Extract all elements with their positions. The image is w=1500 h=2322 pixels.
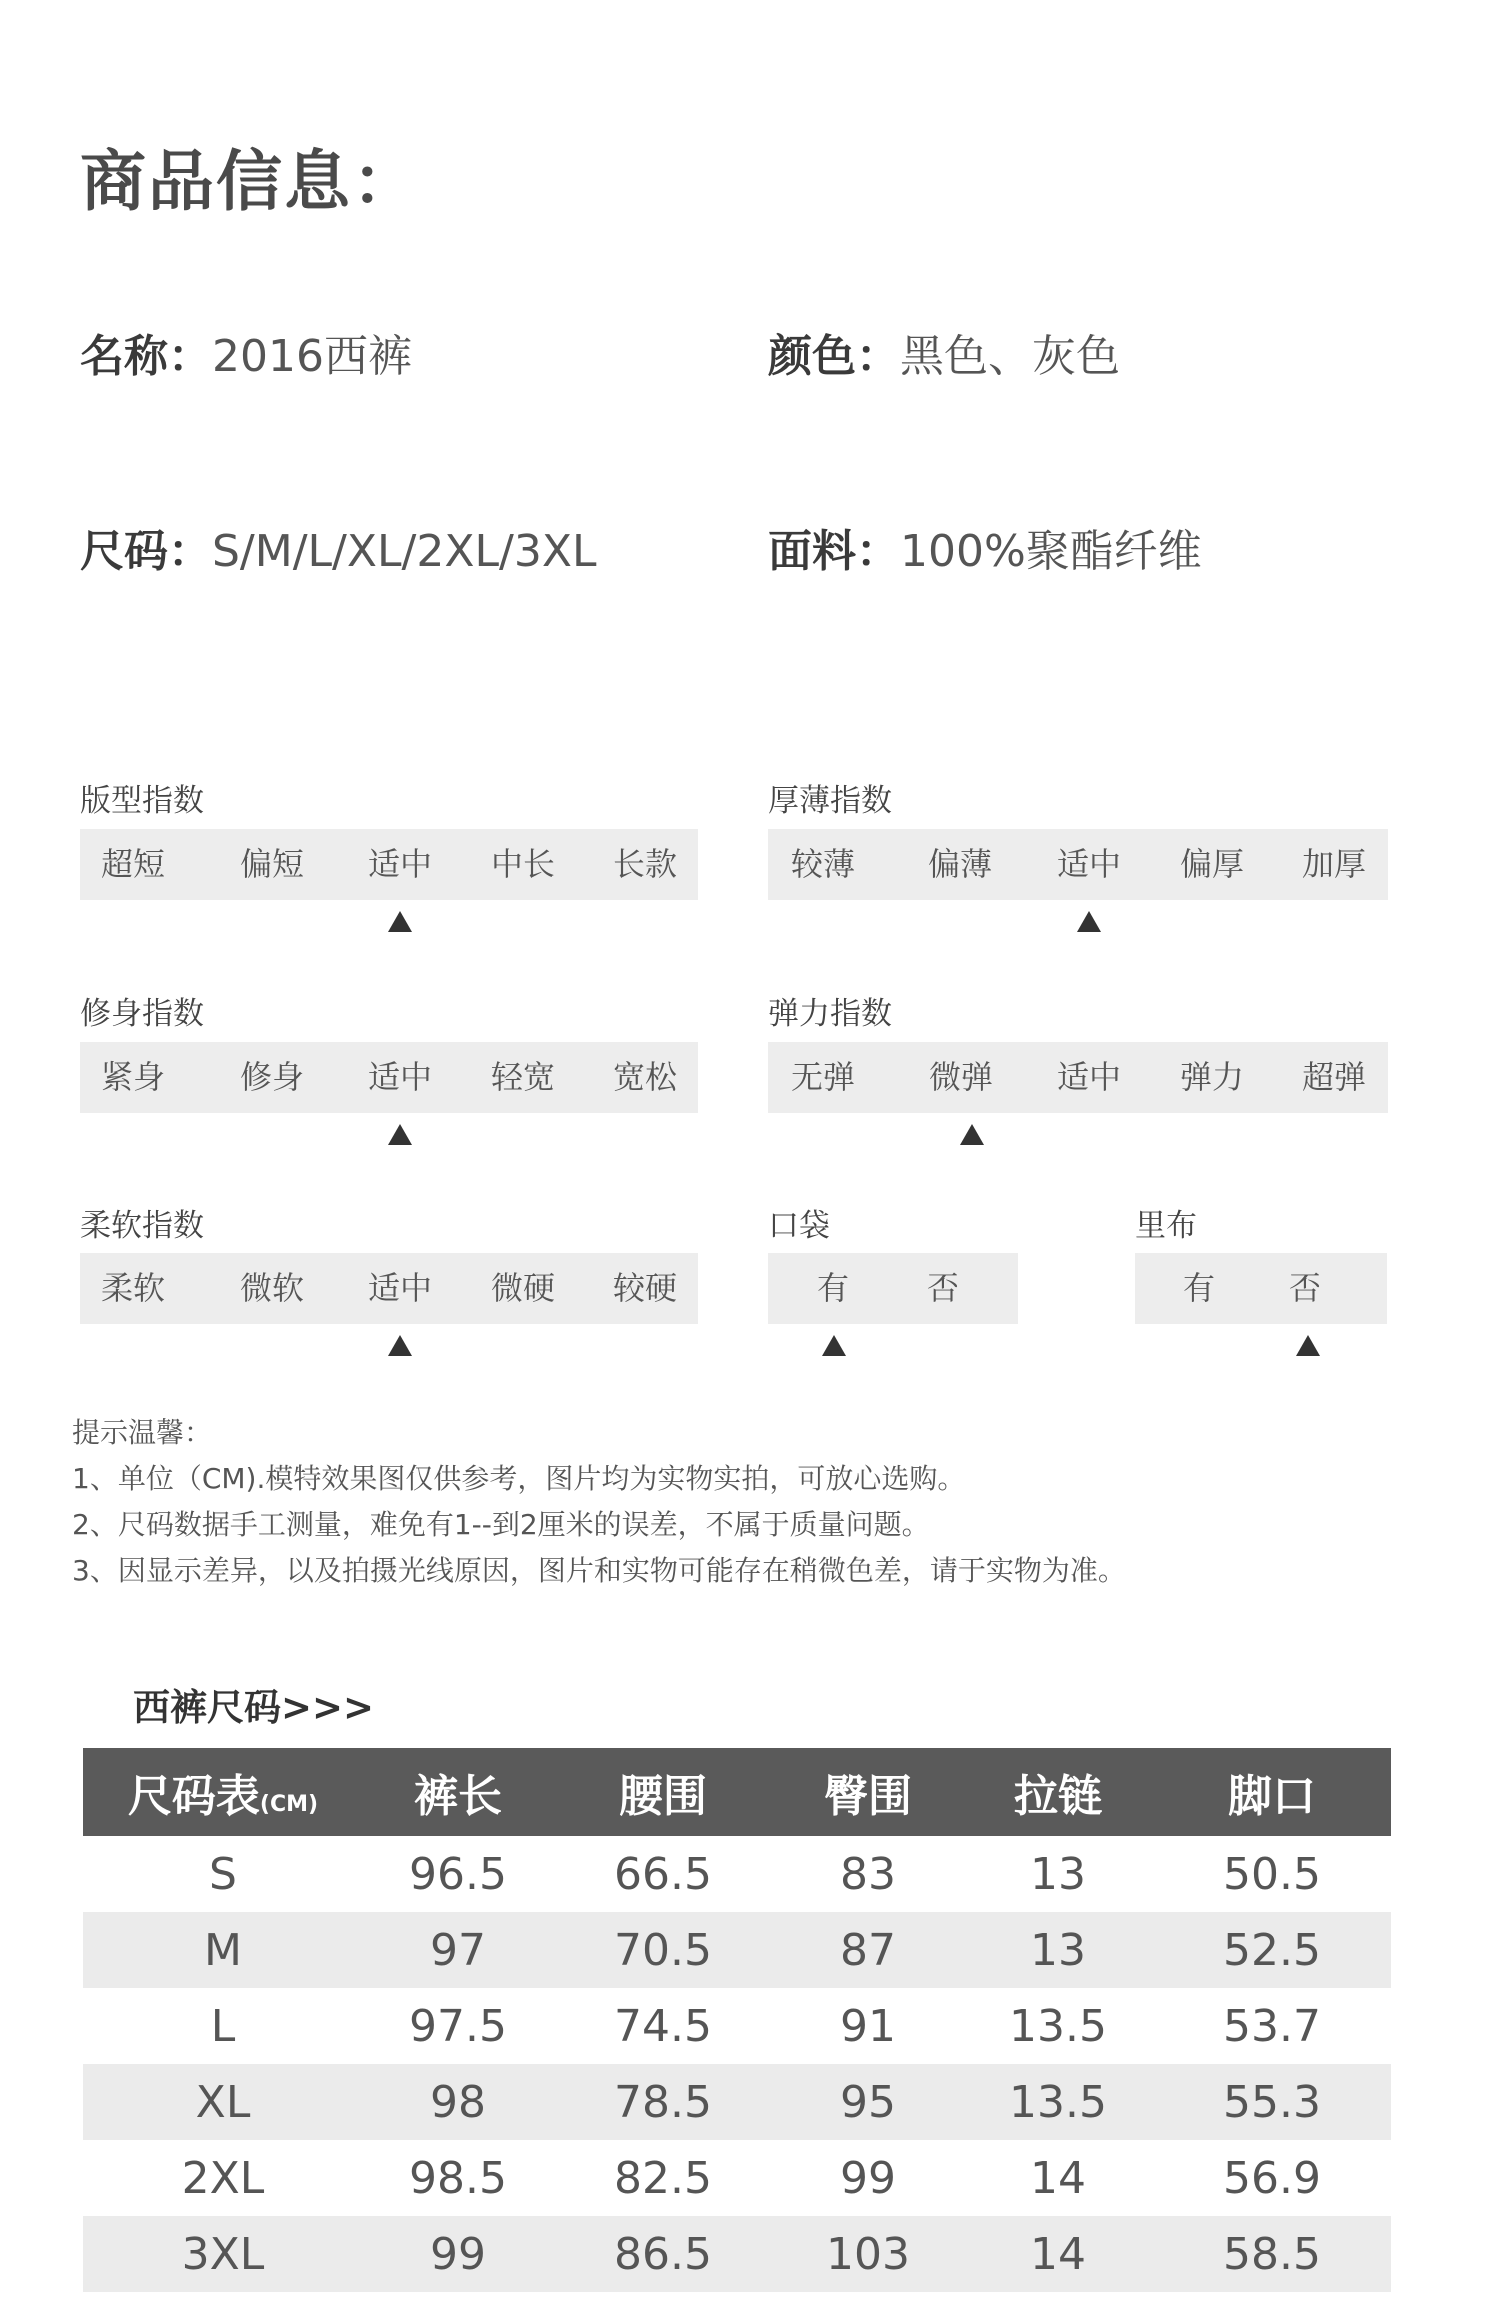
table-cell: 14: [963, 2216, 1153, 2292]
elastic-option: 超弹: [1301, 1058, 1367, 1096]
table-cell: 97.5: [409, 2000, 507, 2052]
fit-indicator-icon: [388, 911, 412, 932]
pocket-option: 有: [816, 1269, 850, 1307]
table-cell: 91: [840, 2000, 896, 2052]
table-cell: 95: [773, 2064, 963, 2140]
slim-option: 轻宽: [490, 1058, 556, 1096]
fit-index-bar: [80, 829, 698, 900]
thickness-index-bar: [768, 829, 1388, 900]
elastic-indicator-icon: [960, 1124, 984, 1145]
table-cell: 53.7: [1223, 2000, 1321, 2052]
tips-item: 3、因显示差异，以及拍摄光线原因，图片和实物可能存在稍微色差，请于实物为准。: [72, 1554, 1126, 1587]
table-cell: 13.5: [963, 2064, 1153, 2140]
info-name-value: 2016西裤: [212, 331, 412, 382]
thickness-option: 偏厚: [1179, 845, 1245, 883]
info-color: [768, 320, 1120, 384]
table-cell: 86.5: [553, 2216, 773, 2292]
soft-index-title: 柔软指数: [80, 1208, 204, 1244]
size-table-header: [83, 1748, 1391, 1836]
table-row: [83, 2140, 1391, 2216]
soft-option: 较硬: [612, 1269, 678, 1307]
table-cell: 13: [963, 1912, 1153, 1988]
table-row: [83, 1836, 1391, 1912]
info-color-value: 黑色、灰色: [900, 331, 1120, 382]
table-cell: 3XL: [83, 2216, 363, 2292]
header-cell: 拉链: [963, 1748, 1153, 1836]
table-cell: 98: [363, 2064, 553, 2140]
info-fabric-label: 面料：: [768, 526, 900, 577]
slim-indicator-icon: [388, 1124, 412, 1145]
header-cell: 腰围: [553, 1748, 773, 1836]
thickness-option: 加厚: [1301, 845, 1367, 883]
page-title: 商品信息：: [80, 143, 420, 220]
slim-option: 适中: [367, 1058, 433, 1096]
table-cell: 96.5: [409, 1848, 507, 1900]
table-cell: 58.5: [1153, 2216, 1391, 2292]
table-cell: 87: [773, 1912, 963, 1988]
table-cell: 55.3: [1153, 2064, 1391, 2140]
slim-index-title: 修身指数: [80, 996, 204, 1032]
header-cell: 裤长: [363, 1748, 553, 1836]
info-size-label: 尺码：: [80, 526, 212, 577]
table-cell: 83: [840, 1848, 896, 1900]
table-cell: 97: [363, 1912, 553, 1988]
soft-option: 微软: [239, 1269, 305, 1307]
table-cell: 82.5: [614, 2152, 712, 2204]
fit-option: 中长: [490, 845, 556, 883]
info-color-label: 颜色：: [768, 331, 900, 382]
table-cell: 78.5: [553, 2064, 773, 2140]
table-cell: 99: [840, 2152, 896, 2204]
table-row: [83, 1988, 1391, 2064]
elastic-option: 微弹: [928, 1058, 994, 1096]
table-cell: S: [209, 1848, 237, 1900]
thickness-option: 偏薄: [927, 845, 993, 883]
pocket-bar: [768, 1253, 1018, 1324]
thickness-option: 适中: [1056, 845, 1122, 883]
table-row: [83, 1912, 1391, 1988]
pocket-indicator-icon: [822, 1335, 846, 1356]
slim-option: 修身: [239, 1058, 305, 1096]
thickness-index-title: 厚薄指数: [768, 783, 892, 819]
header-cell: 臀围: [773, 1748, 963, 1836]
table-cell: 50.5: [1223, 1848, 1321, 1900]
elastic-index-title: 弹力指数: [768, 996, 892, 1032]
tips-block: [72, 1410, 1126, 1594]
table-cell: 13.5: [1009, 2000, 1107, 2052]
info-size-value: S/M/L/XL/2XL/3XL: [212, 526, 597, 577]
header-cell: 尺码表(CM): [83, 1748, 363, 1836]
table-cell: M: [83, 1912, 363, 1988]
thickness-option: 较薄: [790, 845, 856, 883]
table-cell: 13: [1030, 1848, 1086, 1900]
header-cell: 脚口: [1153, 1748, 1391, 1836]
size-chart-title: 西裤尺码>>>: [133, 1686, 375, 1729]
pocket-option: 否: [926, 1269, 960, 1307]
info-name-label: 名称：: [80, 331, 212, 382]
table-cell: 70.5: [553, 1912, 773, 1988]
table-row: [83, 2064, 1391, 2140]
thickness-indicator-icon: [1077, 911, 1101, 932]
table-cell: 56.9: [1223, 2152, 1321, 2204]
slim-index-bar: [80, 1042, 698, 1113]
soft-index-bar: [80, 1253, 698, 1324]
table-cell: L: [210, 2000, 236, 2052]
lining-option: 有: [1182, 1269, 1216, 1307]
fit-option: 长款: [612, 845, 678, 883]
elastic-option: 弹力: [1179, 1058, 1245, 1096]
size-table: [83, 1748, 1391, 2292]
lining-option: 否: [1288, 1269, 1322, 1307]
elastic-option: 适中: [1056, 1058, 1122, 1096]
slim-option: 宽松: [612, 1058, 678, 1096]
lining-title: 里布: [1135, 1208, 1197, 1244]
elastic-option: 无弹: [790, 1058, 856, 1096]
soft-option: 柔软: [100, 1269, 166, 1307]
table-cell: 74.5: [614, 2000, 712, 2052]
table-cell: 66.5: [614, 1848, 712, 1900]
tips-item: 2、尺码数据手工测量，难免有1--到2厘米的误差，不属于质量问题。: [72, 1508, 930, 1541]
lining-indicator-icon: [1296, 1335, 1320, 1356]
info-fabric-value: 100%聚酯纤维: [900, 526, 1202, 577]
info-size: [80, 515, 596, 579]
soft-option: 适中: [367, 1269, 433, 1307]
table-cell: 99: [363, 2216, 553, 2292]
fit-index-title: 版型指数: [80, 783, 204, 819]
fit-option: 适中: [367, 845, 433, 883]
tips-heading: 提示温馨：: [72, 1416, 213, 1449]
soft-option: 微硬: [490, 1269, 556, 1307]
tips-item: 1、单位（CM).模特效果图仅供参考，图片均为实物实拍，可放心选购。: [72, 1462, 966, 1495]
lining-bar: [1135, 1253, 1387, 1324]
pocket-title: 口袋: [768, 1208, 830, 1244]
table-cell: 2XL: [181, 2152, 265, 2204]
table-cell: XL: [83, 2064, 363, 2140]
table-cell: 14: [1030, 2152, 1086, 2204]
info-name: [80, 320, 412, 384]
fit-option: 偏短: [239, 845, 305, 883]
fit-option: 超短: [100, 845, 166, 883]
soft-indicator-icon: [388, 1335, 412, 1356]
elastic-index-bar: [768, 1042, 1388, 1113]
slim-option: 紧身: [100, 1058, 166, 1096]
info-fabric: [768, 515, 1202, 579]
table-cell: 103: [773, 2216, 963, 2292]
table-cell: 98.5: [409, 2152, 507, 2204]
table-cell: 52.5: [1153, 1912, 1391, 1988]
table-row: [83, 2216, 1391, 2292]
